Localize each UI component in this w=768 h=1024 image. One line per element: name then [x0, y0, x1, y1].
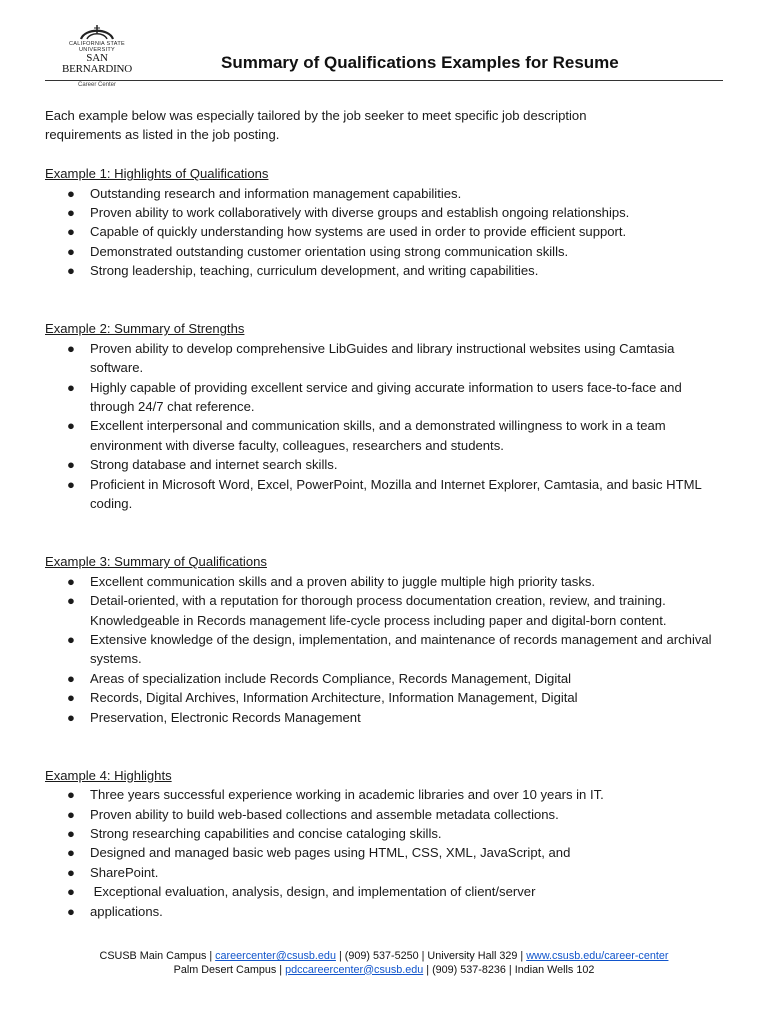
- university-logo-icon: [77, 22, 117, 40]
- bullet-list: [45, 572, 723, 727]
- bullet-icon: ●: [67, 340, 75, 356]
- footer-line-main-campus: [0, 950, 768, 964]
- list-item: [45, 184, 723, 203]
- bullet-icon: ●: [67, 825, 75, 841]
- bullet-icon: ●: [67, 884, 75, 900]
- list-item: [45, 378, 723, 417]
- bullet-icon: ●: [67, 845, 75, 861]
- list-item-text: Highly capable of providing excellent service and giving accurate information to users face-to-face and through 24/7 chat reference.: [90, 379, 682, 415]
- bullet-icon: ●: [67, 573, 75, 589]
- list-item: [45, 591, 723, 630]
- list-item: [45, 805, 723, 824]
- bullet-icon: ●: [67, 864, 75, 880]
- list-item: [45, 688, 723, 707]
- list-item-text: Three years successful experience working in academic libraries and over 10 years in IT.: [90, 787, 604, 803]
- footer-palm-desert-info: | (909) 537-8236 | Indian Wells 102: [423, 963, 595, 976]
- page-header: [45, 22, 723, 88]
- list-item-text: applications.: [90, 903, 163, 919]
- section-example-1: [45, 164, 723, 280]
- list-item-text: Strong researching capabilities and concise cataloging skills.: [90, 825, 442, 841]
- footer-main-campus-info: | (909) 537-5250 | University Hall 329 |: [335, 950, 527, 962]
- careercenter-email-link[interactable]: careercenter@csusb.edu: [215, 950, 336, 962]
- list-item-text: Proven ability to build web-based collections and assemble metadata collections.: [90, 806, 559, 822]
- bullet-list: [45, 785, 723, 921]
- list-item: [45, 416, 723, 455]
- bullet-icon: ●: [67, 205, 75, 221]
- list-item: [45, 882, 723, 901]
- list-item: [45, 785, 723, 804]
- bullet-icon: ●: [67, 593, 75, 609]
- list-item-text: Exceptional evaluation, analysis, design, and implementation of client/server: [90, 884, 536, 900]
- bullet-list: [45, 339, 723, 514]
- list-item: [45, 242, 723, 261]
- list-item: [45, 261, 723, 280]
- list-item: [45, 339, 723, 378]
- bullet-icon: ●: [67, 185, 75, 201]
- list-item: [45, 863, 723, 882]
- bullet-icon: ●: [67, 806, 75, 822]
- list-item: [45, 455, 723, 474]
- bullet-icon: ●: [67, 457, 75, 473]
- list-item: [45, 572, 723, 591]
- list-item-text: Preservation, Electronic Records Management: [90, 709, 361, 725]
- bullet-icon: ●: [67, 690, 75, 706]
- bullet-icon: ●: [67, 903, 75, 919]
- list-item-text: Designed and managed basic web pages using HTML, CSS, XML, JavaScript, and: [90, 845, 571, 861]
- pdc-careercenter-email-link[interactable]: pdccareercenter@csusb.edu: [285, 963, 424, 976]
- career-center-website-link[interactable]: www.csusb.edu/career-center: [526, 950, 669, 962]
- bullet-icon: ●: [67, 263, 75, 279]
- list-item: [45, 843, 723, 862]
- page-title: Summary of Qualifications Examples for Resume: [221, 53, 619, 72]
- list-item-text: Areas of specialization include Records Compliance, Records Management, Digital: [90, 670, 572, 686]
- list-item-text: Records, Digital Archives, Information Architecture, Information Management, Digital: [90, 690, 578, 706]
- logo-line-3: Career Center: [77, 82, 116, 88]
- list-item-text: Extensive knowledge of the design, implementation, and maintenance of records management and archival systems.: [90, 631, 712, 667]
- bullet-icon: ●: [67, 224, 75, 240]
- page-footer: [0, 950, 768, 977]
- list-item-text: Proven ability to work collaboratively with diverse groups and establish ongoing relationships.: [90, 205, 630, 221]
- list-item: [45, 902, 723, 921]
- list-item: [45, 475, 723, 514]
- list-item: [45, 203, 723, 222]
- list-item-text: Detail-oriented, with a reputation for thorough process documentation creation, review, and training. Knowledgeable in Records management life-cycle process including paper and digital-born content.: [90, 593, 667, 628]
- section-title: Example 4: Highlights: [45, 767, 172, 783]
- footer-main-campus-label: CSUSB Main Campus |: [99, 950, 216, 962]
- bullet-icon: ●: [67, 379, 75, 395]
- list-item-text: Strong leadership, teaching, curriculum development, and writing capabilities.: [90, 263, 539, 279]
- bullet-icon: ●: [67, 631, 75, 647]
- list-item: [45, 824, 723, 843]
- list-item-text: Outstanding research and information management capabilities.: [90, 185, 462, 201]
- intro-paragraph: Each example below was especially tailored by the job seeker to meet specific job description requirements as listed in the job posting.: [45, 108, 587, 143]
- section-title: Example 1: Highlights of Qualifications: [45, 166, 269, 182]
- list-item: [45, 669, 723, 688]
- section-example-3: [45, 552, 723, 727]
- list-item-text: Strong database and internet search skills.: [90, 457, 338, 473]
- list-item: [45, 630, 723, 669]
- logo-line-1: CALIFORNIA STATE UNIVERSITY: [69, 41, 125, 53]
- bullet-icon: ●: [67, 418, 75, 434]
- list-item-text: Capable of quickly understanding how systems are used in order to provide efficient support.: [90, 224, 627, 240]
- logo-line-2: SAN BERNARDINO: [61, 52, 133, 75]
- bullet-icon: ●: [67, 476, 75, 492]
- list-item-text: Excellent interpersonal and communication skills, and a demonstrated willingness to work in a team environment with diverse faculty, colleagues, researchers and students.: [90, 418, 666, 453]
- bullet-icon: ●: [67, 787, 75, 803]
- list-item-text: Proven ability to develop comprehensive LibGuides and library instructional websites using Camtasia software.: [90, 340, 675, 376]
- footer-line-palm-desert: [0, 964, 768, 978]
- list-item-text: Demonstrated outstanding customer orientation using strong communication skills.: [90, 243, 569, 259]
- section-title: Example 3: Summary of Qualifications: [45, 554, 267, 570]
- bullet-icon: ●: [67, 709, 75, 725]
- bullet-icon: ●: [67, 243, 75, 259]
- section-example-2: [45, 319, 723, 513]
- document-body: [45, 106, 723, 921]
- list-item: [45, 708, 723, 727]
- csusb-logo: [51, 22, 143, 88]
- bullet-list: [45, 184, 723, 281]
- section-example-4: [45, 766, 723, 921]
- list-item-text: Excellent communication skills and a proven ability to juggle multiple high priority tasks.: [90, 573, 596, 589]
- list-item: [45, 222, 723, 241]
- list-item-text: Proficient in Microsoft Word, Excel, PowerPoint, Mozilla and Internet Explorer, Camtasia, and basic HTML coding.: [90, 476, 702, 512]
- section-title: Example 2: Summary of Strengths: [45, 321, 245, 337]
- footer-palm-desert-label: Palm Desert Campus |: [173, 963, 286, 976]
- bullet-icon: ●: [67, 670, 75, 686]
- list-item-text: SharePoint.: [90, 864, 159, 880]
